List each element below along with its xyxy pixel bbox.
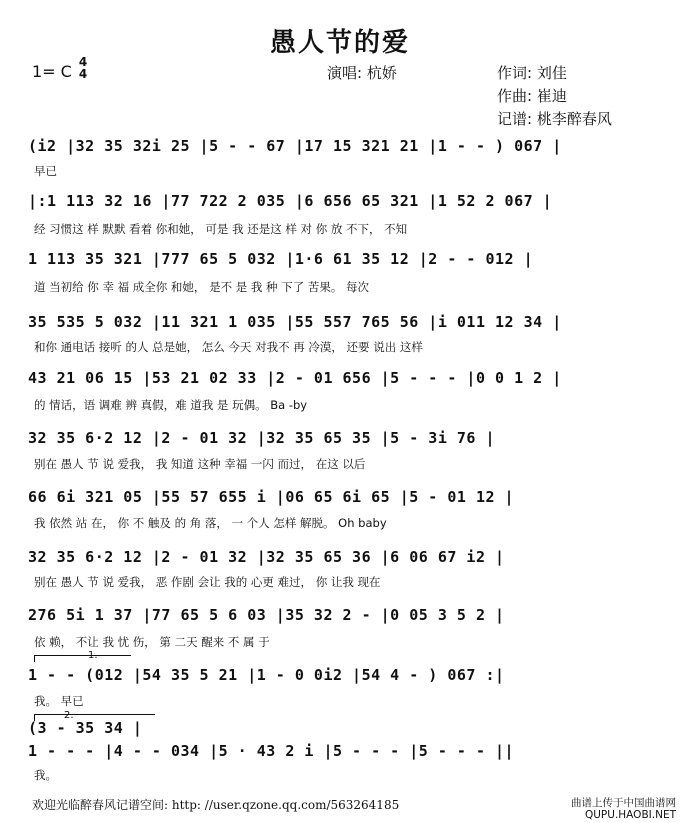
lyric-line-6: 别在 愚人 节 说 爱我， 我 知道 这种 幸福 一闪 而过， 在这 以后	[34, 457, 366, 471]
time-signature-bottom: 4	[78, 67, 88, 81]
lyric-line-7: 我 依然 站 在， 你 不 触及 的 角 落， 一 个人 怎样 解脱。 Oh baby	[34, 516, 387, 530]
second-ending-pickup: (3 - 35 34 |	[28, 719, 143, 737]
first-ending-label: 1.	[88, 650, 98, 661]
lyric-line-10: 我。 早已	[34, 694, 84, 708]
footer-watermark-line2: QUPU.HAOBI.NET	[584, 809, 676, 821]
key-signature: 1= C	[32, 62, 72, 81]
footer-website: 欢迎光临醉春风记谱空间: http: //user.qzone.qq.com/563264185	[32, 798, 400, 812]
notation-line-10: 1 - - (012 |54 35 5 21 |1 - 0 0i2 |54 4 - ) 067 :|	[28, 666, 505, 684]
lyricist-credit: 作词: 刘佳	[497, 64, 567, 82]
lyric-line-2: 经 习惯这 样 默默 看着 你和她， 可是 我 还是这 样 对 你 放 不下， 不知	[34, 222, 408, 236]
lyric-line-8: 别在 愚人 节 说 爱我， 恶 作剧 会让 我的 心更 难过， 你 让我 现在	[34, 575, 381, 589]
notation-line-3: 1 113 35 321 |777 65 5 032 |1·6 61 35 12 |2 - - 012 |	[28, 250, 534, 268]
transcriber-credit: 记谱: 桃李醉春风	[497, 110, 612, 128]
notation-line-1: (i2 |32 35 32i 25 |5 - - 67 |17 15 321 21 |1 - - ) 067 |	[28, 137, 562, 155]
notation-line-11: 1 - - - |4 - - 034 |5 · 43 2 i |5 - - - |5 - - - ||	[28, 742, 515, 760]
second-ending-label: 2.	[64, 710, 74, 721]
composer-credit: 作曲: 崔迪	[497, 87, 567, 105]
song-title: 愚人节的爱	[269, 28, 410, 58]
footer-watermark	[571, 797, 676, 821]
time-signature	[76, 56, 90, 80]
lyric-line-5: 的 情话，语 调难 辨 真假，难 道我 是 玩偶。 Ba -by	[34, 398, 308, 412]
notation-line-8: 32 35 6·2 12 |2 - 01 32 |32 35 65 36 |6 06 67 i2 |	[28, 548, 505, 566]
lyric-line-11: 我。	[34, 768, 57, 782]
singer-credit: 演唱: 杭娇	[327, 64, 397, 82]
lyric-line-1: 早已	[34, 164, 57, 178]
notation-line-7: 66 6i 321 05 |55 57 655 i |06 65 6i 65 |5 - 01 12 |	[28, 488, 515, 506]
footer-watermark-line1: 曲谱上传于中国曲谱网	[571, 797, 676, 809]
notation-line-5: 43 21 06 15 |53 21 02 33 |2 - 01 656 |5 - - - |0 0 1 2 |	[28, 369, 562, 387]
notation-line-2: |:1 113 32 16 |77 722 2 035 |6 656 65 321 |1 52 2 067 |	[28, 192, 553, 210]
notation-line-9: 276 5i 1 37 |77 65 5 6 03 |35 32 2 - |0 05 3 5 2 |	[28, 606, 505, 624]
lyric-line-9: 依 赖， 不让 我 忧 伤， 第 二天 醒来 不 属 于	[34, 635, 270, 649]
notation-line-4: 35 535 5 032 |11 321 1 035 |55 557 765 56 |i 011 12 34 |	[28, 313, 562, 331]
first-ending-bracket	[34, 655, 131, 662]
time-signature-top: 4	[78, 55, 88, 69]
notation-line-6: 32 35 6·2 12 |2 - 01 32 |32 35 65 35 |5 - 3i 76 |	[28, 429, 496, 447]
lyric-line-4: 和你 通电话 接听 的人 总是她， 怎么 今天 对我不 再 冷漠， 还要 说出 这样	[34, 340, 423, 354]
lyric-line-3: 道 当初给 你 幸 福 成全你 和她， 是不 是 我 种 下了 苦果。 每次	[34, 280, 370, 294]
